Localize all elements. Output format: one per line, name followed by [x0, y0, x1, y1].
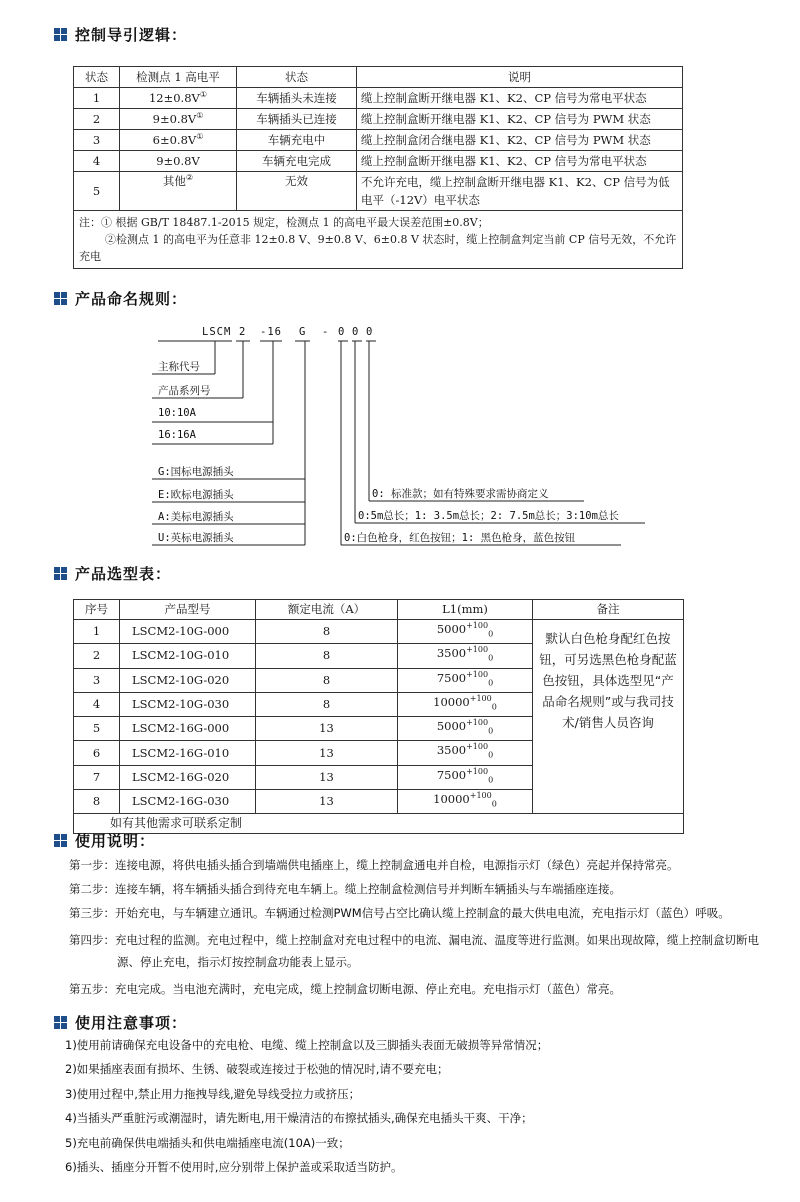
- step-label: 第一步：: [69, 858, 115, 872]
- no-cell: 4: [74, 692, 120, 716]
- status-cell: 无效: [237, 172, 357, 211]
- length-value: 7500: [436, 767, 467, 782]
- header-cell: 检测点 1 高电平: [120, 67, 237, 88]
- label-plug-e: E:欧标电源插头: [158, 489, 234, 501]
- tolerance-lower: 0: [488, 750, 494, 760]
- step-text: 连接车辆，将车辆插头插合到待充电车辆上。缆上控制盒检测信号并判断车辆插头与车端插座连接。: [115, 882, 621, 896]
- table-row: [74, 620, 684, 644]
- caution-item: 1)使用前请确保充电设备中的充电枪、电缆、缆上控制盒以及三脚插头表面无破损等异常情况；: [65, 1038, 549, 1052]
- remark-cell: 默认白色枪身配红色按钮，可另选黑色枪身配蓝色按钮，具体选型见“产品命名规则”或与我司技术/销售人员咨询: [533, 620, 684, 814]
- current-cell: 8: [256, 668, 398, 692]
- selection-table: [73, 599, 684, 834]
- step-text: 开始充电，与车辆建立通讯。车辆通过检测PWM信号占空比确认缆上控制盒的最大供电电流，充电指示灯（蓝色）呼吸。: [115, 906, 730, 920]
- section-bullet-icon: [54, 28, 67, 41]
- length-value: 5000: [436, 622, 467, 636]
- note-2: ②检测点 1 的高电平为任意非 12±0.8 V、9±0.8 V、6±0.8 V 状态时，缆上控制盒判定当前 CP 信号无效，不允许充电: [79, 233, 677, 263]
- section-title: 使用说明：: [75, 831, 156, 850]
- footer-row: [74, 814, 684, 834]
- section-title: 产品命名规则：: [75, 289, 188, 308]
- label-plug-g: G:国标电源插头: [158, 466, 234, 478]
- note-1: 注：① 根据 GB/T 18487.1-2015 规定，检测点 1 的高电平最大误差范围±0.8V；: [79, 216, 489, 229]
- desc-cell: 缆上控制盒断开继电器 K1、K2、CP 信号为常电平状态: [357, 151, 683, 172]
- label-plug-u: U:英标电源插头: [158, 532, 234, 544]
- caution-item: 4)当插头严重脏污或潮湿时，请先断电,用干燥清洁的布擦拭插头,确保充电插头干爽、干净；: [65, 1111, 533, 1125]
- section-bullet-icon: [54, 292, 67, 305]
- section-header-naming: [54, 288, 187, 308]
- tolerance-lower: 0: [488, 775, 494, 785]
- desc-cell: 不允许充电，缆上控制盒断开继电器 K1、K2、CP 信号为低电平（-12V）电平状态: [357, 172, 683, 211]
- header-cell: 序号: [74, 600, 120, 620]
- desc-cell: 缆上控制盒闭合继电器 K1、K2、CP 信号为 PWM 状态: [357, 130, 683, 151]
- label-length: 0:5m总长；1: 3.5m总长；2: 7.5m总长；3:10m总长: [358, 510, 619, 522]
- current-cell: 8: [256, 620, 398, 644]
- voltage-value: 其他: [162, 174, 186, 188]
- footnote-mark: ①: [199, 89, 208, 99]
- section-bullet-icon: [54, 567, 67, 580]
- step-text: 充电完成。当电池充满时，充电完成，缆上控制盒切断电源、停止充电。充电指示灯（蓝色）常亮。: [115, 982, 621, 996]
- table-header-row: [74, 600, 684, 620]
- table-header-row: [74, 67, 683, 88]
- tolerance-lower: 0: [488, 726, 494, 736]
- section-header-usage: [54, 830, 155, 850]
- tolerance-upper: +100: [466, 645, 489, 655]
- length-cell: [398, 668, 533, 692]
- length-value: 5000: [436, 719, 467, 734]
- tolerance-upper: +100: [469, 694, 492, 704]
- model-cell: LSCM2-16G-030: [120, 790, 256, 814]
- usage-step-1: [69, 854, 769, 876]
- model-cell: LSCM2-10G-000: [120, 620, 256, 644]
- desc-cell: 缆上控制盒断开继电器 K1、K2、CP 信号为 PWM 状态: [357, 109, 683, 130]
- voltage-cell: [120, 172, 237, 211]
- label-standard: 0: 标准款；如有特殊要求需协商定义: [372, 488, 549, 500]
- model-cell: LSCM2-16G-020: [120, 765, 256, 789]
- status-cell: 车辆插头未连接: [237, 88, 357, 109]
- no-cell: 3: [74, 668, 120, 692]
- step-label: 第四步：: [69, 933, 115, 947]
- footnote-mark: ①: [196, 131, 204, 141]
- code-part-length: 0: [352, 326, 360, 338]
- label-color: 0:白色枪身，红色按钮；1: 黑色枪身，蓝色按钮: [344, 532, 576, 544]
- current-cell: 13: [256, 717, 398, 741]
- section-title: 控制导引逻辑：: [75, 25, 188, 44]
- label-10a: 10:10A: [158, 407, 196, 419]
- step-text: 充电过程的监测。充电过程中，缆上控制盒对充电过程中的电流、漏电流、温度等进行监测。如果出现故障，缆上控制盒切断电源、停止充电，指示灯按控制盒功能表上显示。: [115, 933, 759, 969]
- tolerance-upper: +100: [466, 742, 489, 752]
- no-cell: 2: [74, 644, 120, 668]
- length-cell: [398, 765, 533, 789]
- header-cell: 状态: [237, 67, 357, 88]
- table-row: [74, 172, 683, 211]
- tolerance-upper: +100: [466, 669, 489, 679]
- step-label: 第二步：: [69, 882, 115, 896]
- desc-cell: 缆上控制盒断开继电器 K1、K2、CP 信号为常电平状态: [357, 88, 683, 109]
- no-cell: 1: [74, 620, 120, 644]
- header-cell: 备注: [533, 600, 684, 620]
- no-cell: 7: [74, 765, 120, 789]
- section-header-logic: [54, 24, 187, 44]
- tolerance-upper: +100: [469, 791, 492, 801]
- tolerance-lower: 0: [488, 677, 494, 687]
- caution-item: 6)插头、插座分开暂不使用时,应分别带上保护盖或采取适当防护。: [65, 1160, 403, 1174]
- label-plug-a: A:美标电源插头: [158, 511, 234, 523]
- no-cell: 5: [74, 717, 120, 741]
- footnote-mark: ②: [185, 173, 194, 183]
- voltage-cell: [120, 130, 237, 151]
- current-cell: 13: [256, 765, 398, 789]
- caution-item: 3)使用过程中,禁止用力拖拽导线,避免导线受拉力或挤压；: [65, 1087, 361, 1101]
- tolerance-upper: +100: [466, 766, 489, 776]
- state-cell: 2: [74, 109, 120, 130]
- tolerance-lower: 0: [491, 799, 497, 809]
- status-cell: 车辆插头已连接: [237, 109, 357, 130]
- current-cell: 8: [256, 692, 398, 716]
- code-part-color: 0: [338, 326, 346, 338]
- label-16a: 16:16A: [158, 429, 196, 441]
- section-bullet-icon: [54, 834, 67, 847]
- voltage-value: 6±0.8V: [152, 132, 197, 147]
- length-cell: [398, 717, 533, 741]
- caution-item: 5)充电前确保供电端插头和供电端插座电流(10A)一致；: [65, 1136, 350, 1150]
- header-cell: 额定电流（A）: [256, 600, 398, 620]
- step-text: 连接电源，将供电插头插合到墙端供电插座上，缆上控制盒通电并自检，电源指示灯（绿色）亮起并保持常亮。: [115, 858, 679, 872]
- footnote-mark: ①: [196, 110, 204, 120]
- table-row: [74, 88, 683, 109]
- voltage-cell: [120, 109, 237, 130]
- voltage-value: 12±0.8V: [148, 90, 200, 105]
- code-part-current: -16: [260, 326, 282, 338]
- length-value: 7500: [436, 670, 467, 685]
- current-cell: 8: [256, 644, 398, 668]
- code-part-series: 2: [239, 326, 247, 338]
- tolerance-lower: 0: [488, 653, 494, 663]
- step-label: 第三步：: [69, 906, 115, 920]
- code-part-standard: 0: [366, 326, 374, 338]
- section-bullet-icon: [54, 1016, 67, 1029]
- current-cell: 13: [256, 790, 398, 814]
- notes-row: [74, 211, 683, 269]
- header-cell: 产品型号: [120, 600, 256, 620]
- no-cell: 8: [74, 790, 120, 814]
- control-logic-table: [73, 66, 683, 269]
- notes-cell: [74, 211, 683, 269]
- label-main-code: 主称代号: [158, 361, 200, 373]
- state-cell: 1: [74, 88, 120, 109]
- voltage-value: 9±0.8V: [156, 153, 200, 168]
- section-header-selection: [54, 563, 171, 583]
- length-cell: [398, 644, 533, 668]
- usage-step-3: [69, 902, 769, 924]
- length-value: 3500: [436, 646, 467, 661]
- no-cell: 6: [74, 741, 120, 765]
- voltage-value: 9±0.8V: [152, 111, 197, 126]
- usage-step-5: [69, 978, 769, 1000]
- label-series: 产品系列号: [158, 385, 211, 397]
- model-cell: LSCM2-16G-000: [120, 717, 256, 741]
- length-value: 3500: [436, 743, 467, 758]
- length-cell: [398, 790, 533, 814]
- caution-item: 2)如果插座表面有损坏、生锈、破裂或连接过于松弛的情况时,请不要充电；: [65, 1062, 449, 1076]
- table-row: [74, 130, 683, 151]
- step-label: 第五步：: [69, 982, 115, 996]
- section-header-cautions: [54, 1012, 187, 1032]
- model-cell: LSCM2-10G-020: [120, 668, 256, 692]
- table-row: [74, 151, 683, 172]
- footer-cell: 如有其他需求可联系定制: [74, 814, 684, 834]
- length-value: 10000: [433, 694, 470, 709]
- length-cell: [398, 692, 533, 716]
- tolerance-upper: +100: [466, 718, 489, 728]
- model-cell: LSCM2-10G-010: [120, 644, 256, 668]
- state-cell: 4: [74, 151, 120, 172]
- model-cell: LSCM2-10G-030: [120, 692, 256, 716]
- usage-step-2: [69, 878, 769, 900]
- voltage-cell: [120, 88, 237, 109]
- header-cell: 状态: [74, 67, 120, 88]
- voltage-cell: [120, 151, 237, 172]
- length-value: 10000: [433, 792, 470, 807]
- table-row: [74, 109, 683, 130]
- status-cell: 车辆充电完成: [237, 151, 357, 172]
- state-cell: 5: [74, 172, 120, 211]
- length-cell: [398, 741, 533, 765]
- header-cell: 说明: [357, 67, 683, 88]
- code-part-dash: -: [322, 326, 330, 338]
- tolerance-upper: +100: [466, 621, 489, 631]
- section-title: 使用注意事项：: [75, 1013, 188, 1032]
- header-cell: L1(mm): [398, 600, 533, 620]
- length-cell: [398, 620, 533, 644]
- section-title: 产品选型表：: [75, 564, 172, 583]
- tolerance-lower: 0: [488, 629, 494, 639]
- code-part-plug: G: [299, 326, 307, 338]
- state-cell: 3: [74, 130, 120, 151]
- usage-step-4: [69, 929, 769, 973]
- status-cell: 车辆充电中: [237, 130, 357, 151]
- tolerance-lower: 0: [491, 702, 497, 712]
- current-cell: 13: [256, 741, 398, 765]
- model-cell: LSCM2-16G-010: [120, 741, 256, 765]
- code-part-main: LSCM: [202, 326, 232, 338]
